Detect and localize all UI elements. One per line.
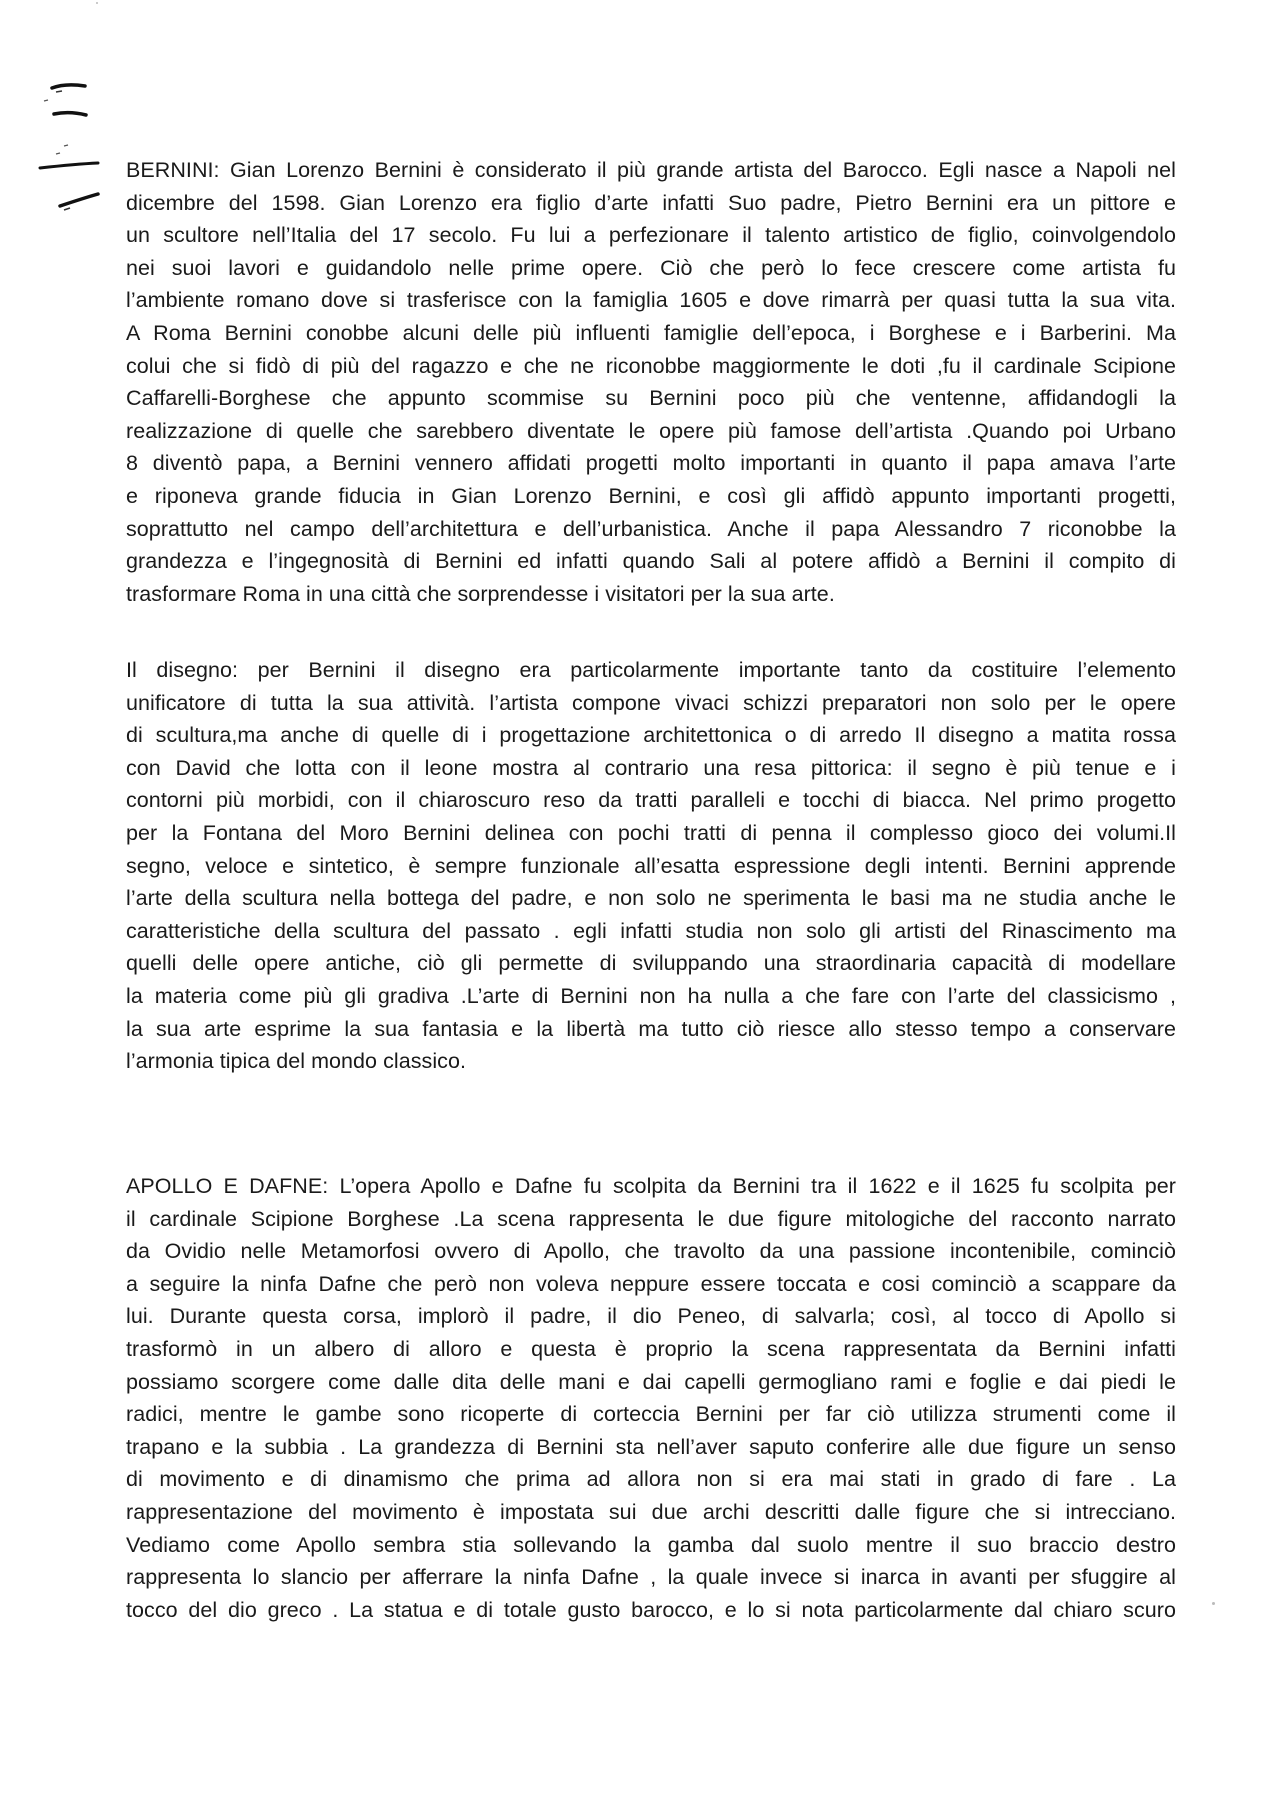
handwritten-margin-marks	[30, 70, 120, 240]
text-line: colui che si fidò di più del ragazzo e che ne riconobbe maggiormente le doti ,fu il cardinale Scipione	[126, 353, 1176, 378]
text-line: trasformò in un albero di alloro e questa è proprio la scena rappresentata da Bernini infatti	[126, 1336, 1176, 1361]
text-line: realizzazione di quelle che sarebbero diventate le opere più famose dell’artista .Quando poi Urbano	[126, 418, 1176, 443]
text-line: rappresentazione del movimento è impostata sui due archi descritti dalle figure che si intrecciano.	[126, 1499, 1176, 1524]
text-line: con David che lotta con il leone mostra al contrario una resa pittorica: il segno è più tenue e i	[126, 755, 1176, 780]
text-line: 8 diventò papa, a Bernini vennero affidati progetti molto importanti in quanto il papa amava l’arte	[126, 451, 1176, 476]
text-line: tocco del dio greco . La statua e di totale gusto barocco, e lo si nota particolarmente dal chiaro scuro	[126, 1597, 1176, 1622]
text-line: l’armonia tipica del mondo classico.	[126, 1049, 466, 1074]
paragraph-il-disegno	[126, 654, 1176, 1078]
text-line: caratteristiche della scultura del passato . egli infatti studia non solo gli artisti del Rinascimento ma	[126, 918, 1176, 943]
text-line: di movimento e di dinamismo che prima ad allora non si era mai stati in grado di fare . La	[126, 1467, 1176, 1492]
text-line: Vediamo come Apollo sembra stia sollevando la gamba dal suolo mentre il suo braccio destro	[126, 1532, 1176, 1557]
text-line: di scultura,ma anche di quelle di i progettazione architettonica o di arredo Il disegno a matita rossa	[126, 723, 1176, 748]
text-line: lui. Durante questa corsa, implorò il padre, il dio Peneo, di salvarla; così, al tocco di Apollo si	[126, 1304, 1176, 1329]
text-line: l’arte della scultura nella bottega del padre, e non solo ne sperimenta le basi ma ne studia anche le	[126, 886, 1176, 911]
text-line: Il disegno: per Bernini il disegno era particolarmente importante tanto da costituire l’elemento	[126, 658, 1176, 682]
scan-speck	[1212, 1602, 1215, 1605]
text-line: da Ovidio nelle Metamorfosi ovvero di Apollo, che travolto da una passione incontenibile, cominciò	[126, 1239, 1176, 1264]
text-line: contorni più morbidi, con il chiaroscuro reso da tratti paralleli e tocchi di biacca. Nel primo progetto	[126, 788, 1176, 813]
text-line: trapano e la subbia . La grandezza di Bernini sta nell’aver saputo conferire alle due figure un senso	[126, 1434, 1176, 1459]
text-line: nei suoi lavori e guidandolo nelle prime opere. Ciò che però lo fece crescere come artista fu	[126, 255, 1176, 280]
text-line: quelli delle opere antiche, ciò gli permette di sviluppando una straordinaria capacità di modellare	[126, 951, 1176, 976]
text-line: e riponeva grande fiducia in Gian Lorenzo Bernini, e così gli affidò appunto importanti progetti,	[126, 483, 1176, 508]
text-line: unificatore di tutta la sua attività. l’artista compone vivaci schizzi preparatori non solo per le opere	[126, 690, 1176, 715]
text-line: soprattutto nel campo dell’architettura e dell’urbanistica. Anche il papa Alessandro 7 riconobbe la	[126, 516, 1176, 541]
text-line: la materia come più gli gradiva .L’arte di Bernini non ha nulla a che fare con l’arte del classicismo ,	[126, 983, 1176, 1008]
text-line: la sua arte esprime la sua fantasia e la libertà ma tutto ciò riesce allo stesso tempo a conservare	[126, 1016, 1176, 1041]
paragraph-bernini-bio	[126, 154, 1176, 610]
text-line: a seguire la ninfa Dafne che però non voleva neppure essere toccata e cosi cominciò a scappare da	[126, 1271, 1176, 1296]
paragraph-apollo-e-dafne	[126, 1170, 1176, 1626]
scan-speck	[96, 2, 98, 4]
text-line: radici, mentre le gambe sono ricoperte di corteccia Bernini per far ciò utilizza strumenti come il	[126, 1402, 1176, 1427]
text-line: trasformare Roma in una città che sorprendesse i visitatori per la sua arte.	[126, 581, 835, 606]
text-line: un scultore nell’Italia del 17 secolo. Fu lui a perfezionare il talento artistico de figlio, coinvolgendolo	[126, 223, 1176, 248]
text-line: grandezza e l’ingegnosità di Bernini ed infatti quando Sali al potere affidò a Bernini il compito di	[126, 549, 1176, 574]
text-line: per la Fontana del Moro Bernini delinea con pochi tratti di penna il complesso gioco dei volumi.Il	[126, 820, 1176, 845]
text-line: A Roma Bernini conobbe alcuni delle più influenti famiglie dell’epoca, i Borghese e i Barberini. Ma	[126, 320, 1176, 345]
text-line: possiamo scorgere come dalle dita delle mani e dai capelli germogliano rami e foglie e dai piedi le	[126, 1369, 1176, 1394]
text-line: APOLLO E DAFNE: L’opera Apollo e Dafne fu scolpita da Bernini tra il 1622 e il 1625 fu scolpita per	[126, 1174, 1176, 1198]
text-line: BERNINI: Gian Lorenzo Bernini è considerato il più grande artista del Barocco. Egli nasce a Napoli nel	[126, 158, 1176, 182]
text-line: segno, veloce e sintetico, è sempre funzionale all’esatta espressione degli intenti. Bernini apprende	[126, 853, 1176, 878]
text-line: Caffarelli-Borghese che appunto scommise su Bernini poco più che ventenne, affidandogli la	[126, 386, 1176, 411]
text-line: il cardinale Scipione Borghese .La scena rappresenta le due figure mitologiche del racconto narrato	[126, 1206, 1176, 1231]
text-line: rappresenta lo slancio per afferrare la ninfa Dafne , la quale invece si inarca in avanti per sfuggire al	[126, 1565, 1176, 1590]
text-line: l’ambiente romano dove si trasferisce con la famiglia 1605 e dove rimarrà per quasi tutta la sua vita.	[126, 288, 1176, 313]
text-line: dicembre del 1598. Gian Lorenzo era figlio d’arte infatti Suo padre, Pietro Bernini era un pittore e	[126, 190, 1176, 215]
